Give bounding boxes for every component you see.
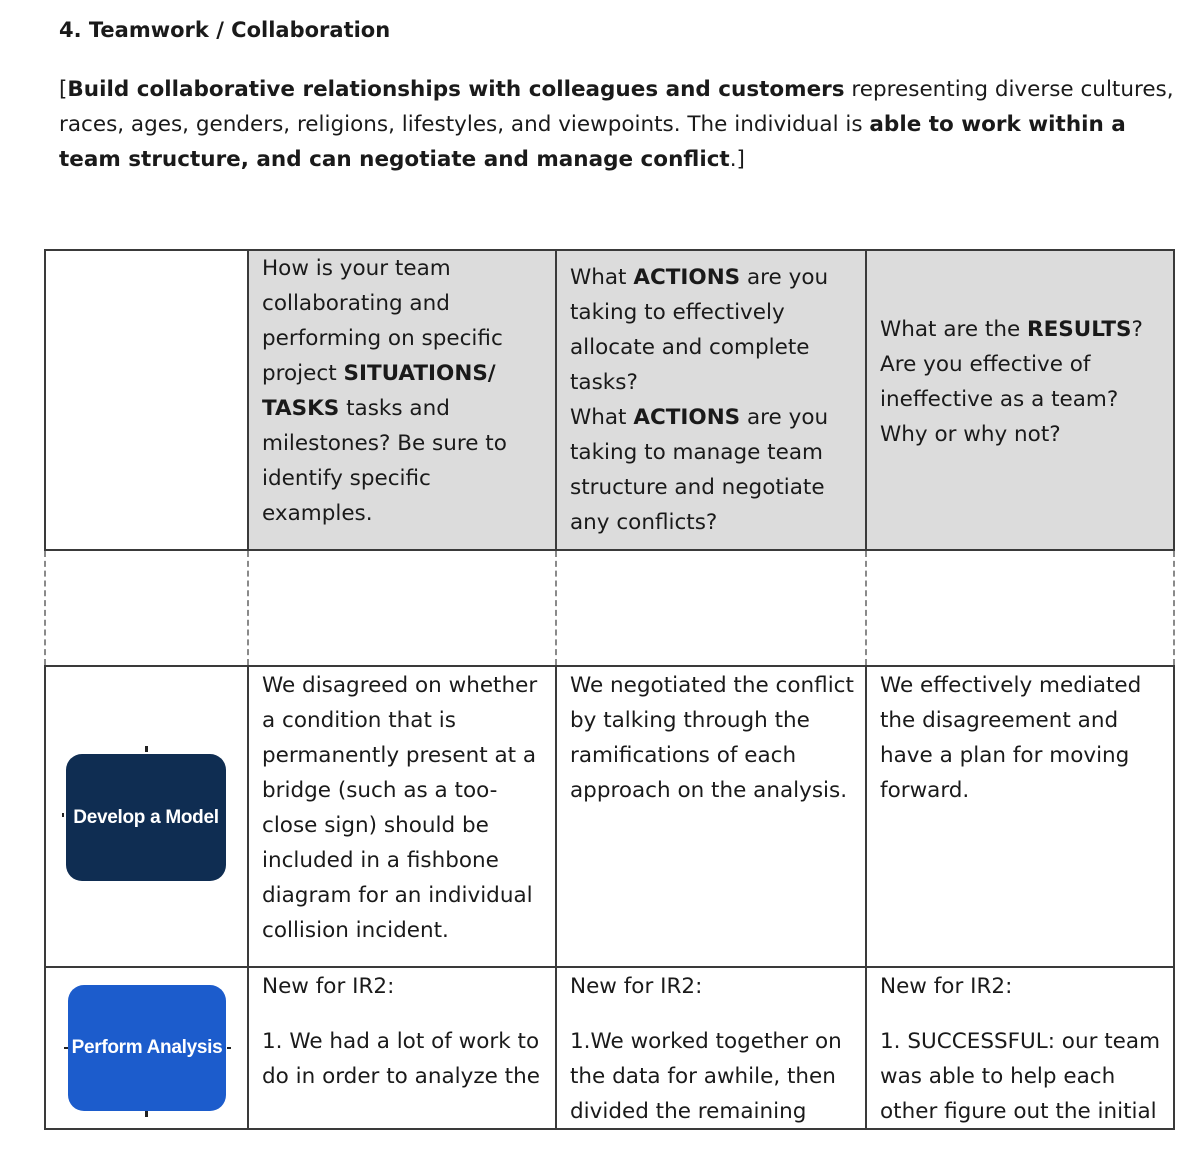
connector-tick-top bbox=[145, 746, 148, 752]
header-results-bold: RESULTS bbox=[1027, 317, 1132, 342]
develop-model-box: Develop a Model bbox=[66, 754, 226, 881]
border-right-bottom bbox=[1173, 665, 1175, 1130]
border-top bbox=[44, 249, 1175, 251]
header-actions-cell bbox=[556, 249, 866, 550]
section-description bbox=[59, 72, 1179, 177]
perform-analysis-result-cell bbox=[866, 967, 1175, 1130]
header-results-cell bbox=[866, 249, 1175, 550]
header-situations-cell bbox=[248, 249, 556, 550]
intro-bold-teamwork: able to work within a team structure, and can negotiate and manage conflict bbox=[59, 112, 1126, 172]
header-situations-text bbox=[248, 249, 556, 531]
border-right-top bbox=[1173, 249, 1175, 551]
dash-col1 bbox=[247, 551, 249, 665]
connector-tick-left bbox=[62, 813, 64, 817]
develop-model-situation-cell bbox=[248, 666, 556, 967]
develop-model-action: We negotiated the conflict by talking through the ramifications of each approach on the analysis. bbox=[570, 673, 854, 803]
border-col3-top bbox=[865, 249, 867, 551]
header-actions-text-3: What bbox=[570, 405, 634, 430]
perform-analysis-label-cell bbox=[44, 967, 248, 1130]
blank-row bbox=[44, 550, 1175, 666]
header-situations-text-2: tasks and milestones? Be sure to identify specific examples. bbox=[262, 396, 507, 526]
border-col2-bottom bbox=[555, 665, 557, 1130]
header-results-text-2: ? Are you effective of ineffective as a team? Why or why not? bbox=[880, 317, 1143, 447]
perform-analysis-action-cell bbox=[556, 967, 866, 1130]
teamwork-table bbox=[44, 249, 1175, 1130]
header-actions-bold-1: ACTIONS bbox=[633, 265, 741, 290]
perform-analysis-box: Perform Analysis bbox=[68, 985, 226, 1111]
develop-model-result: We effectively mediated the disagreement and have a plan for moving forward. bbox=[880, 673, 1142, 803]
border-header-bottom bbox=[44, 549, 1175, 551]
perform-analysis-result: 1. SUCCESSFUL: our team was able to help each other figure out the initial bbox=[880, 1029, 1161, 1124]
border-blank-bottom bbox=[44, 665, 1175, 667]
header-results-text bbox=[866, 249, 1175, 452]
header-actions-text bbox=[556, 249, 866, 540]
section-title: 4. Teamwork / Collaboration bbox=[59, 18, 391, 42]
intro-close: .] bbox=[729, 147, 745, 172]
header-actions-text-1: What bbox=[570, 265, 634, 290]
border-col1-bottom bbox=[247, 665, 249, 1130]
header-situations-bold: SITUATIONS/ TASKS bbox=[262, 361, 496, 421]
header-situations-text-1: How is your team collaborating and performing on specific project bbox=[262, 256, 503, 386]
develop-model-label-cell bbox=[44, 666, 248, 967]
header-actions-text-2: are you taking to effectively allocate and complete tasks? bbox=[570, 265, 829, 395]
border-col1-top bbox=[247, 249, 249, 551]
border-row1-bottom bbox=[44, 966, 1175, 968]
dash-col2 bbox=[555, 551, 557, 665]
dash-right bbox=[1173, 551, 1175, 665]
connector-tick-bottom-2 bbox=[145, 1111, 148, 1117]
header-results-text-1: What are the bbox=[880, 317, 1028, 342]
border-col2-top bbox=[555, 249, 557, 551]
dash-col3 bbox=[865, 551, 867, 665]
develop-model-result-cell bbox=[866, 666, 1175, 967]
border-col3-bottom bbox=[865, 665, 867, 1130]
connector-tick-right-2 bbox=[227, 1047, 231, 1049]
develop-model-situation: We disagreed on whether a condition that is permanently present at a bridge (such as a too-close sign) should be included in a fishbone diagram for an individual collision incident. bbox=[262, 673, 538, 943]
header-blank-cell bbox=[44, 249, 248, 550]
border-left-top bbox=[44, 249, 46, 551]
perform-analysis-result-title: New for IR2: bbox=[880, 974, 1013, 999]
perform-analysis-action: 1.We worked together on the data for awhile, then divided the remaining bbox=[570, 1029, 842, 1124]
perform-analysis-situation-title: New for IR2: bbox=[262, 974, 395, 999]
develop-model-action-cell bbox=[556, 666, 866, 967]
header-actions-bold-2: ACTIONS bbox=[633, 405, 741, 430]
header-actions-text-4: are you taking to manage team structure and negotiate any conflicts? bbox=[570, 405, 829, 535]
dash-left bbox=[44, 551, 46, 665]
perform-analysis-situation: 1. We had a lot of work to do in order to analyze the bbox=[262, 1029, 540, 1089]
border-left-bottom bbox=[44, 665, 46, 1130]
intro-open-bracket: [ bbox=[59, 77, 68, 102]
intro-text-diversity: representing diverse cultures, races, ages, genders, religions, lifestyles, and viewpoints. The individual is bbox=[59, 77, 1174, 137]
perform-analysis-situation-cell bbox=[248, 967, 556, 1130]
perform-analysis-action-title: New for IR2: bbox=[570, 974, 703, 999]
border-bottom bbox=[44, 1128, 1175, 1130]
intro-bold-collaborative: Build collaborative relationships with colleagues and customers bbox=[67, 77, 845, 102]
